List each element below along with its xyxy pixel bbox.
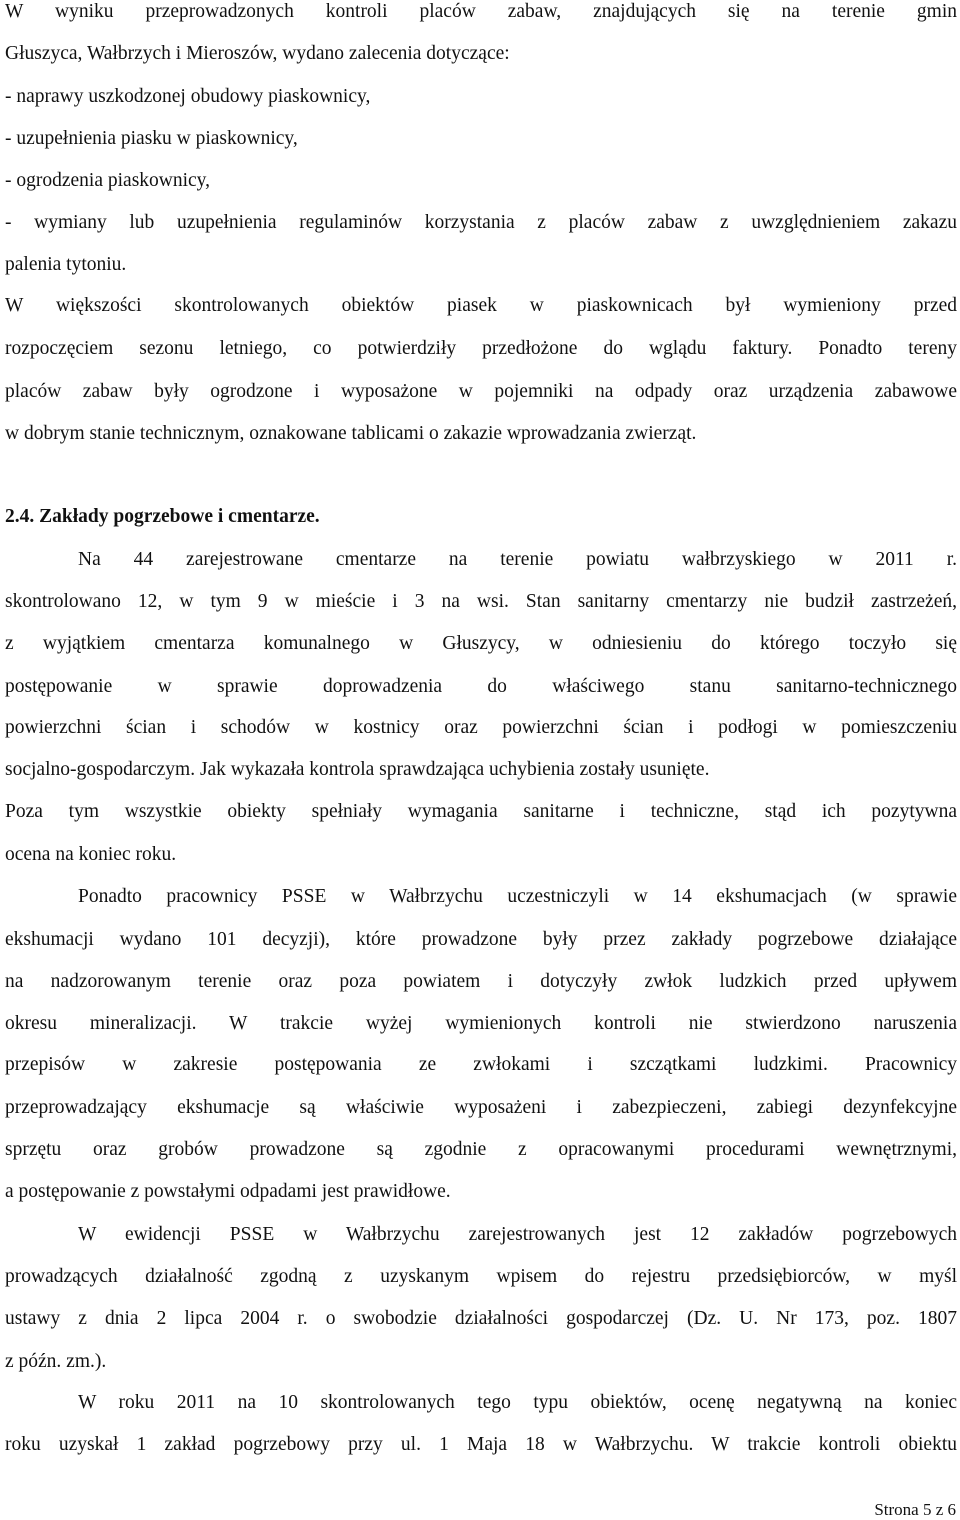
- paragraph-3-line-5: powierzchni ścian i schodów w kostnicy oraz powierzchni ścian i podłogi w pomieszczeniu: [5, 717, 957, 738]
- paragraph-3-line-8: ocena na koniec roku.: [5, 844, 177, 865]
- paragraph-3-line-1: Na 44 zarejestrowane cmentarze na terenie powiatu wałbrzyskiego w 2011 r.: [78, 549, 957, 570]
- page-number: Strona 5 z 6: [874, 1500, 956, 1519]
- paragraph-6-line-2: roku uzyskał 1 zakład pogrzebowy przy ul. 1 Maja 18 w Wałbrzychu. W trakcie kontroli obiektu: [5, 1434, 957, 1455]
- paragraph-3-line-7: Poza tym wszystkie obiekty spełniały wymagania sanitarne i techniczne, stąd ich pozytywna: [5, 801, 957, 822]
- paragraph-4-line-3: na nadzorowanym terenie oraz poza powiatem i dotyczyły zwłok ludzkich przed upływem: [5, 971, 957, 992]
- paragraph-3-line-3: z wyjątkiem cmentarza komunalnego w Głuszycy, w odniesieniu do którego toczyło się: [5, 633, 957, 654]
- paragraph-2-line-4: w dobrym stanie technicznym, oznakowane tablicami o zakazie wprowadzania zwierząt.: [5, 423, 697, 444]
- paragraph-2-line-3: placów zabaw były ogrodzone i wyposażone w pojemniki na odpady oraz urządzenia zabawowe: [5, 381, 957, 402]
- list-item-regulaminy-cont: palenia tytoniu.: [5, 254, 127, 275]
- list-item-ogrodzenie: - ogrodzenia piaskownicy,: [5, 170, 211, 191]
- list-item-piasek: - uzupełnienia piasku w piaskownicy,: [5, 128, 298, 149]
- paragraph-4-line-6: przeprowadzający ekshumacje są właściwie wyposażeni i zabezpieczeni, zabiegi dezynfekcyjne: [5, 1097, 957, 1118]
- list-item-obudowa: - naprawy uszkodzonej obudowy piaskownicy,: [5, 86, 371, 107]
- paragraph-4-line-8: a postępowanie z powstałymi odpadami jest prawidłowe.: [5, 1181, 451, 1202]
- paragraph-3-line-4: postępowanie w sprawie doprowadzenia do właściwego stanu sanitarno-technicznego: [5, 676, 957, 697]
- paragraph-4-line-4: okresu mineralizacji. W trakcie wyżej wymienionych kontroli nie stwierdzono naruszenia: [5, 1013, 957, 1034]
- paragraph-5-line-1: W ewidencji PSSE w Wałbrzychu zarejestrowanych jest 12 zakładów pogrzebowych: [78, 1224, 957, 1245]
- paragraph-3-line-2: skontrolowano 12, w tym 9 w mieście i 3 na wsi. Stan sanitarny cmentarzy nie budził zastrzeżeń,: [5, 591, 957, 612]
- paragraph-1-line-2: Głuszyca, Wałbrzych i Mieroszów, wydano zalecenia dotyczące:: [5, 43, 510, 64]
- paragraph-3-line-6: socjalno-gospodarczym. Jak wykazała kontrola sprawdzająca uchybienia zostały usunięte.: [5, 759, 710, 780]
- paragraph-4-line-1: Ponadto pracownicy PSSE w Wałbrzychu uczestniczyli w 14 ekshumacjach (w sprawie: [78, 886, 957, 907]
- paragraph-4-line-7: sprzętu oraz grobów prowadzone są zgodnie z opracowanymi procedurami wewnętrznymi,: [5, 1139, 957, 1160]
- paragraph-5-line-4: z późn. zm.).: [5, 1351, 107, 1372]
- paragraph-5-line-2: prowadzących działalność zgodną z uzyskanym wpisem do rejestru przedsiębiorców, w myśl: [5, 1266, 957, 1287]
- paragraph-2-line-2: rozpoczęciem sezonu letniego, co potwierdziły przedłożone do wglądu faktury. Ponadto tereny: [5, 338, 957, 359]
- paragraph-6-line-1: W roku 2011 na 10 skontrolowanych tego typu obiektów, ocenę negatywną na koniec: [78, 1392, 957, 1413]
- section-heading: 2.4. Zakłady pogrzebowe i cmentarze.: [5, 506, 320, 527]
- paragraph-5-line-3: ustawy z dnia 2 lipca 2004 r. o swobodzie działalności gospodarczej (Dz. U. Nr 173, poz. 1807: [5, 1308, 957, 1329]
- paragraph-4-line-2: ekshumacji wydano 101 decyzji), które prowadzone były przez zakłady pogrzebowe działające: [5, 929, 957, 950]
- list-item-regulaminy: - wymiany lub uzupełnienia regulaminów korzystania z placów zabaw z uwzględnieniem zakazu: [5, 212, 957, 233]
- paragraph-1-line-1: W wyniku przeprowadzonych kontroli placów zabaw, znajdujących się na terenie gmin: [5, 1, 957, 22]
- paragraph-2-line-1: W większości skontrolowanych obiektów piasek w piaskownicach był wymieniony przed: [5, 295, 957, 316]
- paragraph-4-line-5: przepisów w zakresie postępowania ze zwłokami i szczątkami ludzkimi. Pracownicy: [5, 1054, 957, 1075]
